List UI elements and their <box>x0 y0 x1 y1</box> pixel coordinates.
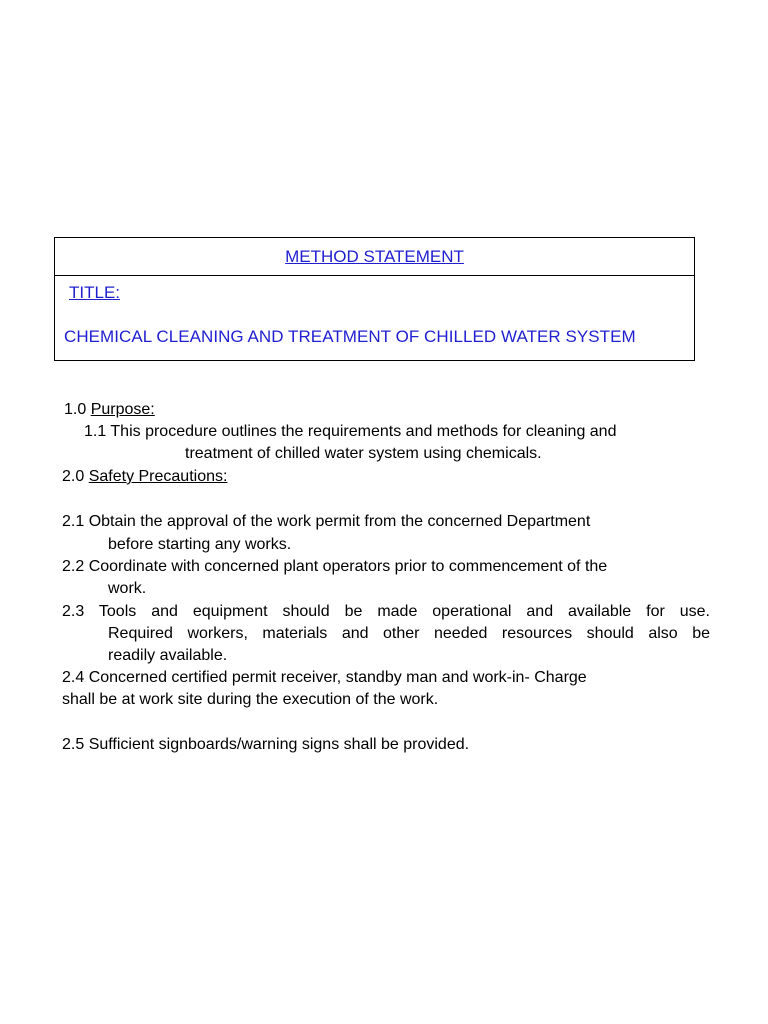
header-box <box>54 237 695 361</box>
doc-type-label: METHOD STATEMENT <box>285 247 464 266</box>
item-2-3-line-1: 2.3 Tools and equipment should be made operational and available for use. <box>62 603 710 620</box>
item-2-3-line-2: Required workers, materials and other needed resources should also be <box>108 625 710 642</box>
item-2-4-line-1: 2.4 Concerned certified permit receiver, standby man and work-in- Charge <box>62 669 587 686</box>
section-2-heading <box>62 467 227 487</box>
doc-type-row <box>55 238 694 276</box>
section-2-number: 2.0 <box>62 468 85 485</box>
section-2-title: Safety Precautions: <box>88 468 228 485</box>
item-2-3-line-3: readily available. <box>108 647 228 664</box>
item-2-4-line-2: shall be at work site during the execution of the work. <box>62 691 439 708</box>
document-title: CHEMICAL CLEANING AND TREATMENT OF CHILLED WATER SYSTEM <box>64 327 636 346</box>
item-2-2-line-2: work. <box>108 580 147 597</box>
item-1-1-line-2: treatment of chilled water system using chemicals. <box>185 445 542 462</box>
item-2-2-line-1: 2.2 Coordinate with concerned plant operators prior to commencement of the <box>62 558 608 575</box>
section-1-heading <box>64 400 155 420</box>
item-2-5-line-1: 2.5 Sufficient signboards/warning signs shall be provided. <box>62 736 470 753</box>
section-1-title: Purpose: <box>90 401 155 418</box>
title-label: TITLE: <box>69 283 121 302</box>
item-2-1-line-1: 2.1 Obtain the approval of the work permit from the concerned Department <box>62 513 591 530</box>
item-1-1-line-1: 1.1 This procedure outlines the requirements and methods for cleaning and <box>84 423 617 440</box>
section-1-number: 1.0 <box>64 401 87 418</box>
item-2-1-line-2: before starting any works. <box>108 536 292 553</box>
